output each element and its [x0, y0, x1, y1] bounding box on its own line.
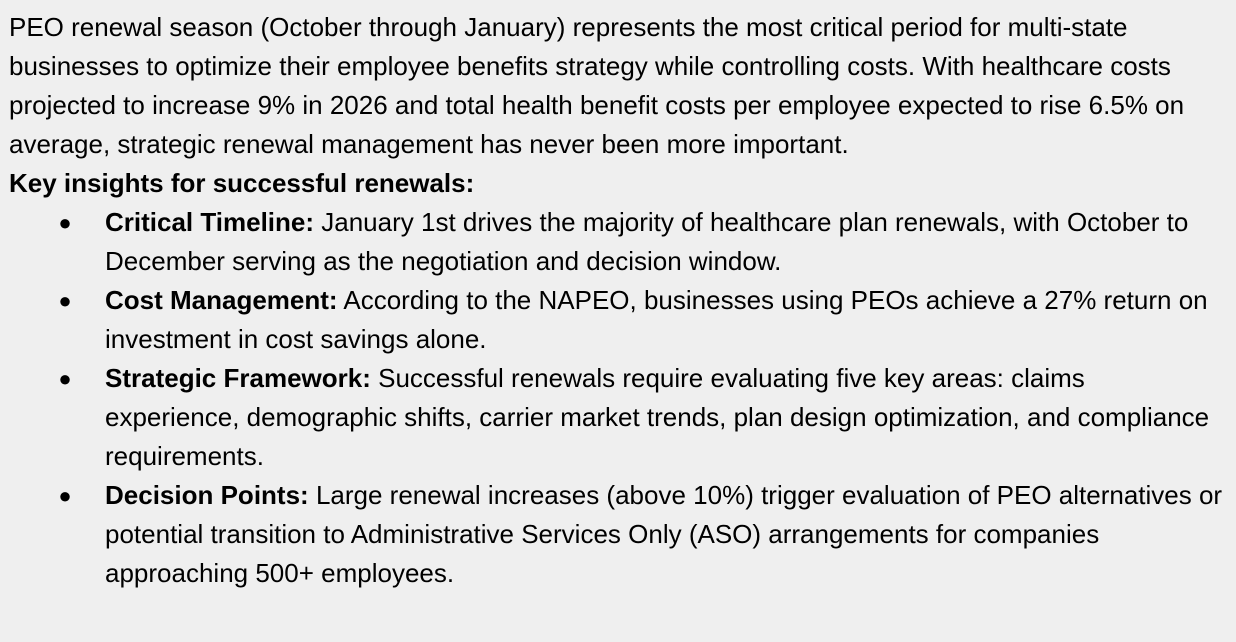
intro-paragraph: PEO renewal season (October through January) represents the most critical period for multi-state businesses to optimize their employee benefits strategy while controlling costs. With healthcare costs projected to increase 9% in 2026 and total health benefit costs per employee expected to rise 6.5% on average, strategic renewal management has never been more important. — [9, 12, 1185, 159]
insight-term: Cost Management: — [105, 285, 338, 315]
bullet-icon: ● — [58, 210, 72, 235]
insight-decision-points — [9, 476, 1226, 593]
insight-cost-management — [9, 281, 1226, 359]
insight-critical-timeline — [9, 203, 1226, 281]
bullet-icon: ● — [58, 288, 72, 313]
section-heading: Key insights for successful renewals: — [9, 168, 475, 198]
insight-text: According to the NAPEO, businesses using PEOs achieve a 27% return on investment in cost savings alone. — [105, 285, 1208, 354]
insight-strategic-framework — [9, 359, 1226, 476]
insight-text: January 1st drives the majority of healthcare plan renewals, with October to December serving as the negotiation and decision window. — [105, 207, 1189, 276]
insights-list — [9, 203, 1226, 593]
insight-term: Decision Points: — [105, 480, 309, 510]
bullet-icon: ● — [58, 483, 72, 508]
bullet-icon: ● — [58, 366, 72, 391]
insight-text: Large renewal increases (above 10%) trigger evaluation of PEO alternatives or potential transition to Administrative Services Only (ASO) arrangements for companies approaching 500+ employees. — [105, 480, 1223, 588]
insight-term: Critical Timeline: — [105, 207, 315, 237]
insight-term: Strategic Framework: — [105, 363, 371, 393]
insight-text: Successful renewals require evaluating five key areas: claims experience, demographic shifts, carrier market trends, plan design optimization, and compliance requirements. — [105, 363, 1210, 471]
